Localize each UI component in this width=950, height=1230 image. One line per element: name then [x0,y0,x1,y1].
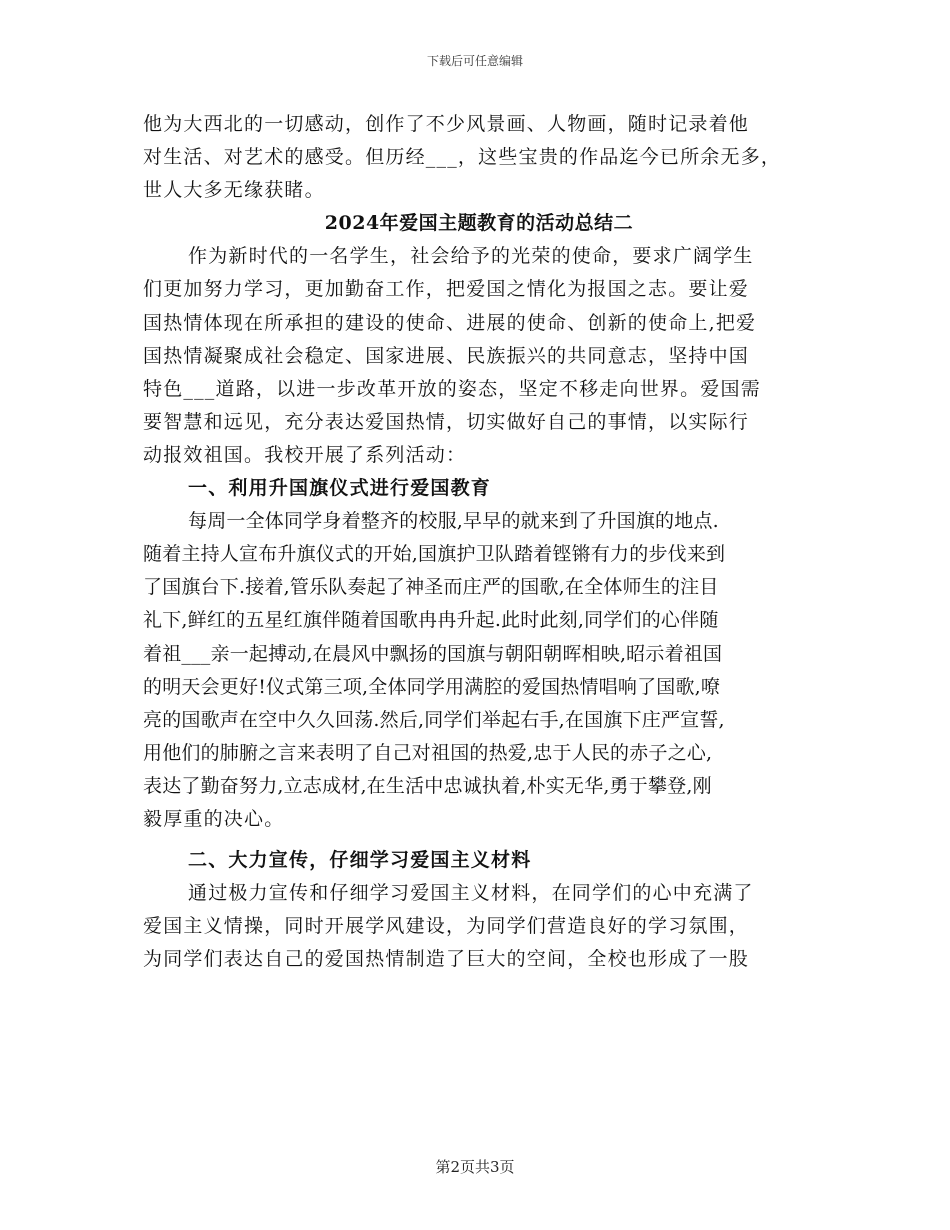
paragraph-line: 亮的国歌声在空中久久回荡.然后,同学们举起右手,在国旗下庄严宣誓, [143,708,725,731]
paragraph-line: 他为大西北的一切感动，创作了不少风景画、人物画，随时记录着他 [143,113,750,135]
paragraph-line: 爱国主义情操，同时开展学风建设，为同学们营造良好的学习氛围， [143,915,750,938]
paragraph-line: 们更加努力学习，更加勤奋工作，把爱国之情化为报国之志。要让爱 [143,278,750,301]
document-body [143,108,815,976]
page-header: 下载后可任意编辑 [426,54,523,68]
paragraph-line: 每周一全体同学身着整齐的校服,早早的就来到了升国旗的地点. [188,510,719,533]
paragraph-line: 要智慧和远见，充分表达爱国热情，切实做好自己的事情，以实际行 [143,410,750,433]
paragraph-line: 国热情凝聚成社会稳定、国家进展、民族振兴的共同意志，坚持中国 [143,344,750,367]
paragraph-line: 的明天会更好!仪式第三项,全体同学用满腔的爱国热情唱响了国歌,嘹 [143,675,721,698]
paragraph-line: 礼下,鲜红的五星红旗伴随着国歌冉冉升起.此时此刻,同学们的心伴随 [143,609,719,632]
paragraph-line: 毅厚重的决心。 [143,807,285,830]
paragraph-line: 通过极力宣传和仔细学习爱国主义材料，在同学们的心中充满了 [188,882,754,905]
paragraph-line: 特色___道路，以进一步改革开放的姿态，坚定不移走向世界。爱国需 [143,377,761,400]
paragraph-line: 对生活、对艺术的感受。但历经___，这些宝贵的作品迄今已所余无多， [143,146,782,169]
subsection-heading-1: 一、利用升国旗仪式进行爱国教育 [188,477,492,500]
subsection-heading-2: 二、大力宣传，仔细学习爱国主义材料 [188,849,532,872]
paragraph-line: 为同学们表达自己的爱国热情制造了巨大的空间，全校也形成了一股 [143,948,750,971]
paragraph-line: 表达了勤奋努力,立志成材,在生活中忠诚执着,朴实无华,勇于攀登,刚 [143,774,712,797]
section-title: 2024年爱国主题教育的活动总结二 [324,212,634,235]
paragraph-line: 着祖___亲一起搏动,在晨风中飘扬的国旗与朝阳朝晖相映,昭示着祖国 [143,642,723,665]
paragraph-line: 国热情体现在所承担的建设的使命、进展的使命、创新的使命上,把爱 [143,311,757,334]
paragraph-line: 用他们的肺腑之言来表明了自己对祖国的热爱,忠于人民的赤子之心, [143,741,713,764]
paragraph-line: 动报效祖国。我校开展了系列活动： [143,443,467,466]
paragraph-line: 了国旗台下.接着,管乐队奏起了神圣而庄严的国歌,在全体师生的注目 [143,576,719,599]
paragraph-line: 随着主持人宣布升旗仪式的开始,国旗护卫队踏着铿锵有力的步伐来到 [143,543,726,566]
paragraph-line: 世人大多无缘获睹。 [143,179,325,202]
page-footer: 第2页共3页 [435,1158,515,1176]
paragraph-line: 作为新时代的一名学生，社会给予的光荣的使命，要求广阔学生 [188,245,754,268]
